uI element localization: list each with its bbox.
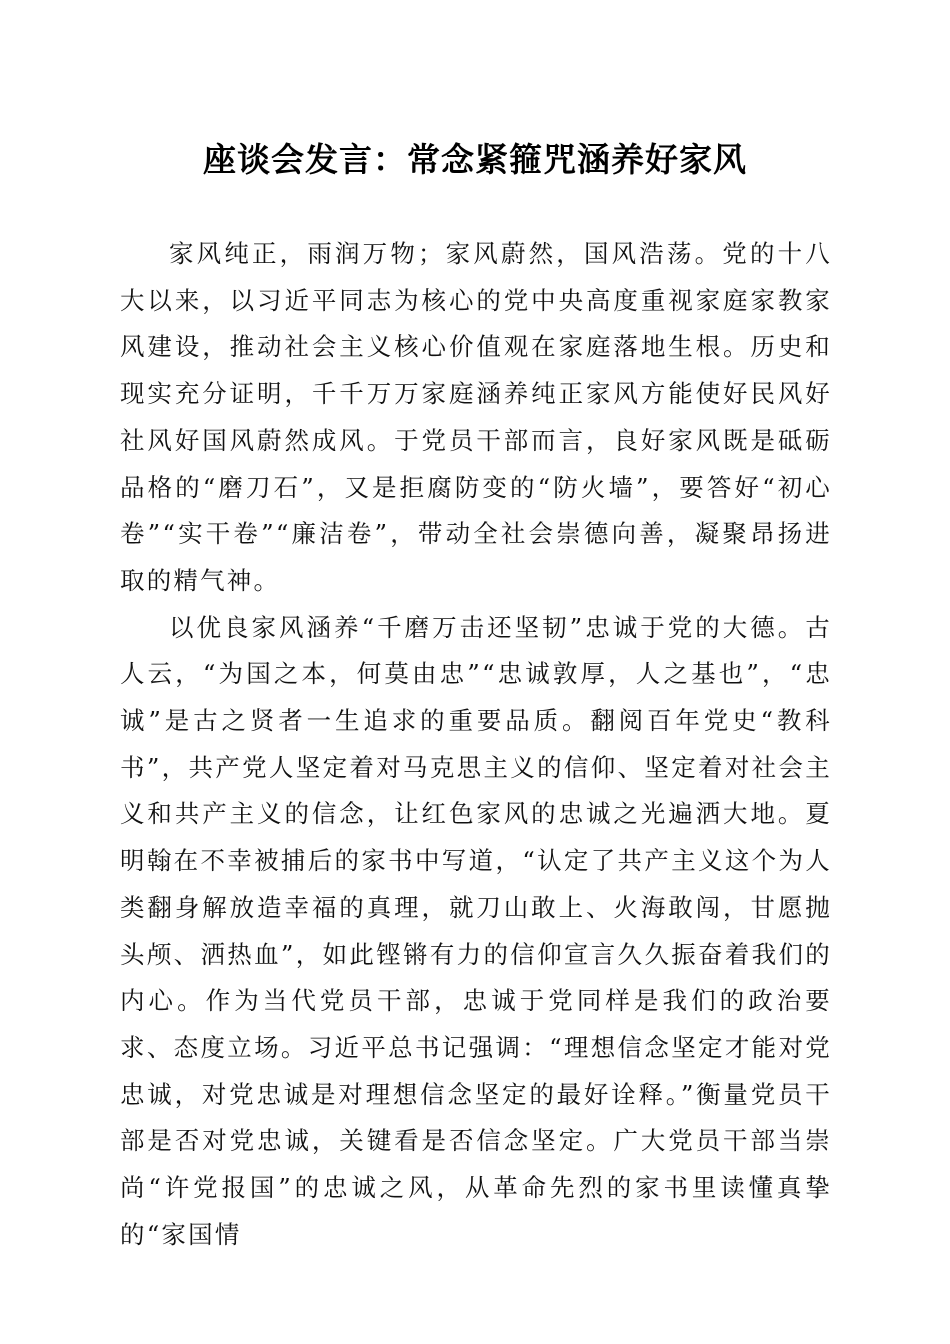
paragraph: 以优良家风涵养“千磨万击还坚韧”忠诚于党的大德。古人云，“为国之本，何莫由忠”“忠诚敦厚，人之基也”，“忠诚”是古之贤者一生追求的重要品质。翻阅百年党史“教科书”，共产党人坚定着对马克思主义的信仰、坚定着对社会主义和共产主义的信念，让红色家风的忠诚之光遍洒大地。夏明翰在不幸被捕后的家书中写道，“认定了共产主义这个为人类翻身解放造幸福的真理，就刀山敢上、火海敢闯，甘愿抛头颅、洒热血”，如此铿锵有力的信仰宣言久久振奋着我们的内心。作为当代党员干部，忠诚于党同样是我们的政治要求、态度立场。习近平总书记强调：“理想信念坚定才能对党忠诚，对党忠诚是对理想信念坚定的最好诠释。”衡量党员干部是否对党忠诚，关键看是否信念坚定。广大党员干部当崇尚“许党报国”的忠诚之风，从革命先烈的家书里读懂真挚的“家国情 (120, 612, 832, 1249)
document-body (120, 231, 832, 1258)
paragraph: 家风纯正，雨润万物；家风蔚然，国风浩荡。党的十八大以来，以习近平同志为核心的党中央高度重视家庭家教家风建设，推动社会主义核心价值观在家庭落地生根。历史和现实充分证明，千千万万家庭涵养纯正家风方能使好民风好社风好国风蔚然成风。于党员干部而言，良好家风既是砥砺品格的“磨刀石”，又是拒腐防变的“防火墙”，要答好“初心卷”“实干卷”“廉洁卷”，带动全社会崇德向善，凝聚昂扬进取的精气神。 (120, 239, 832, 595)
page-title: 座谈会发言：常念紧箍咒涵养好家风 (203, 140, 747, 179)
